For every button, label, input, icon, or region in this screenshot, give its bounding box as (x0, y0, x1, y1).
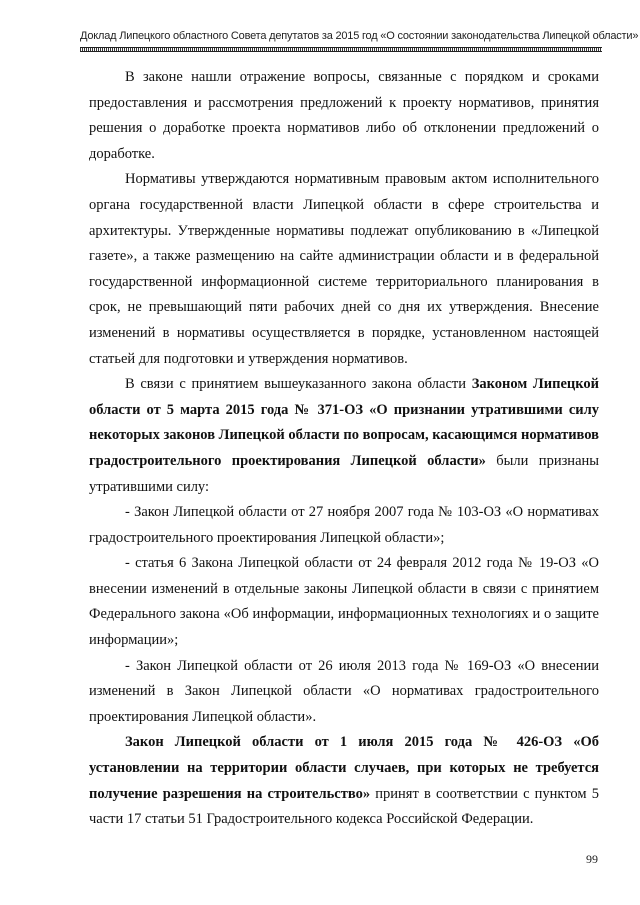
text-run: были признаны утратившими силу: (89, 452, 600, 495)
body-text (89, 65, 599, 833)
page-number: 99 (586, 852, 598, 866)
bold-text-run: Закон Липецкой области от 1 июля 2015 года № 426-ОЗ «Об установлении на территории области случаев, при которых не требуется получение разрешения на строительство» (89, 734, 599, 802)
paragraph-7 (89, 730, 599, 832)
paragraph-5 (89, 551, 599, 653)
paragraph-1 (89, 65, 599, 167)
header-rule (80, 47, 602, 52)
paragraph-3 (89, 372, 599, 500)
text-run: - Закон Липецкой области от 27 ноября 2007 года № 103-ОЗ «О нормативах градостроительного проектирования Липецкой области»; (89, 504, 599, 546)
bold-text-run: Законом Липецкой области от 5 марта 2015 года № 371-ОЗ «О признании утратившими силу некоторых законов Липецкой области по вопросам, касающимся нормативов градостроительного проектирования Липецкой области» (89, 376, 600, 469)
text-run: - Закон Липецкой области от 26 июля 2013 года № 169-ОЗ «О внесении изменений в Закон Липецкой области «О нормативах градостроительного проектирования Липецкой области». (89, 657, 599, 725)
running-header: Доклад Липецкого областного Совета депутатов за 2015 год «О состоянии законодательства Липецкой области» (80, 30, 639, 42)
paragraph-4 (89, 500, 599, 551)
text-run: принят в соответствии с пунктом 5 части 17 статьи 51 Градостроительного кодекса Российской Федерации. (89, 785, 599, 828)
text-run: В связи с принятием вышеуказанного закона области (125, 376, 472, 393)
text-run: Нормативы утверждаются нормативным правовым актом исполнительного органа государственной власти Липецкой области в сфере строительства и архитектуры. Утвержденные нормативы подлежат опубликованию в «Липецкой газете», а также размещению на сайте администрации области и в федеральной государственной информационной системе территориального планирования в срок, не превышающий пяти рабочих дней со дня их утверждения. Внесение изменений в нормативы осуществляется в порядке, установленном настоящей статьей для подготовки и утверждения нормативов. (89, 171, 599, 367)
text-run: В законе нашли отражение вопросы, связанные с порядком и сроками предоставления и рассмотрения предложений к проекту нормативов, принятия решения о доработке проекта нормативов либо об отклонении предложений о доработке. (89, 69, 599, 162)
paragraph-2 (89, 167, 599, 372)
text-run: - статья 6 Закона Липецкой области от 24 февраля 2012 года № 19-ОЗ «О внесении изменений в отдельные законы Липецкой области в связи с принятием Федерального закона «Об информации, информационных технологиях и о защите информации»; (89, 555, 599, 649)
paragraph-6 (89, 654, 599, 731)
